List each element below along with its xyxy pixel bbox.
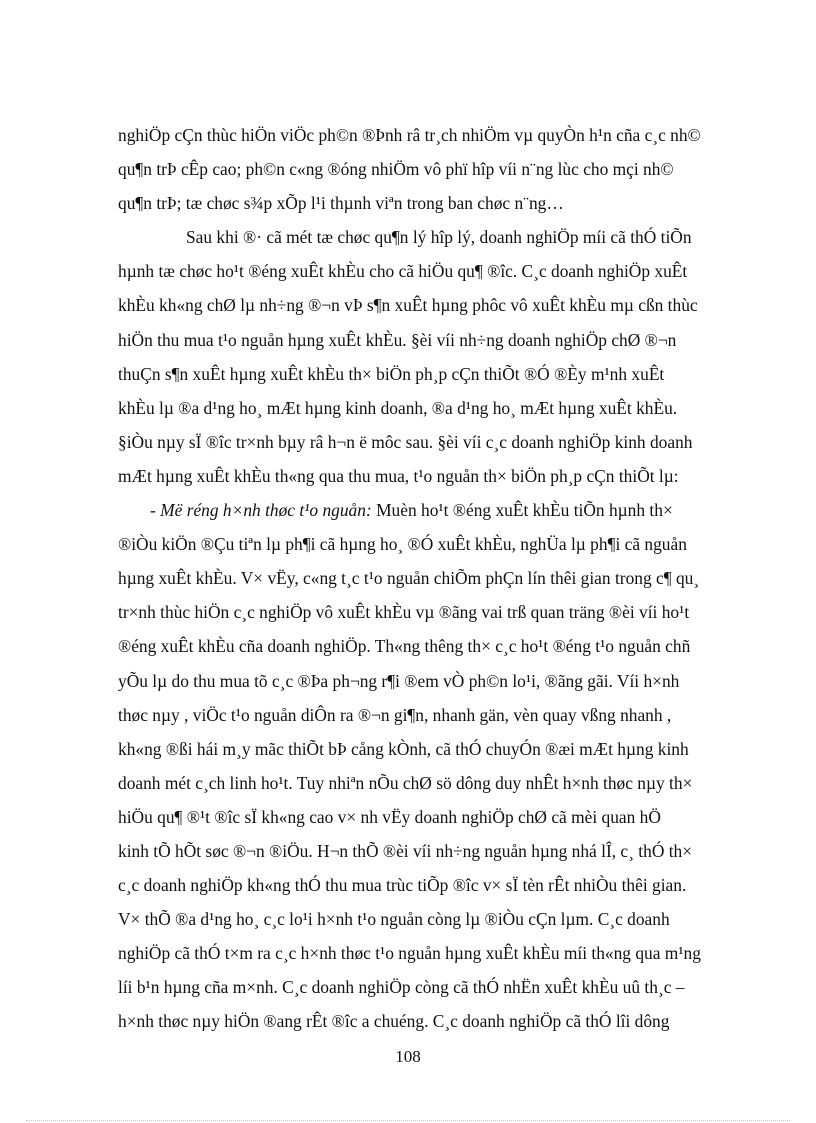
text-line: h×nh thøc nµy hiÖn ®ang rÊt ®îc a chuéng. C¸c doanh nghiÖp cã thÓ lîi dông	[118, 1011, 670, 1032]
body-text	[118, 118, 768, 1039]
text-line: ®iÒu kiÖn ®Çu tiªn lµ ph¶i cã hµng ho¸ ®Ó xuÊt khÈu, nghÜa lµ ph¶i cã nguån	[118, 534, 687, 555]
text-line: thuÇn s¶n xuÊt hµng xuÊt khÈu th× biÖn ph¸p cÇn thiÕt ®Ó ®Èy m¹nh xuÊt	[118, 363, 665, 384]
text-line: yÕu lµ do thu mua tõ c¸c ®Þa ph¬ng r¶i ®em vÒ ph©n lo¹i, ®ãng gãi. Víi h×nh	[118, 670, 680, 691]
text-line: c¸c doanh nghiÖp kh«ng thÓ thu mua trùc tiÕp ®îc v× sÏ tèn rÊt nhiÒu thêi gian.	[118, 875, 687, 896]
text-line: nghiÖp cÇn thùc hiÖn viÖc ph©n ®Þnh râ tr¸ch nhiÖm vµ quyÒn h¹n cña c¸c nh©	[118, 125, 701, 145]
text-line: hµnh tæ chøc ho¹t ®éng xuÊt khÈu cho cã hiÖu qu¶ ®îc. C¸c doanh nghiÖp xuÊt	[118, 261, 688, 282]
bullet-dash: -	[150, 500, 161, 521]
text-line: khÈu kh«ng chØ lµ nh÷ng ®¬n vÞ s¶n xuÊt hµng phôc vô xuÊt khÈu mµ cßn thùc	[118, 295, 698, 316]
text-line: khÈu lµ ®a d¹ng ho¸ mÆt hµng kinh doanh, ®a d¹ng ho¸ mÆt hµng xuÊt khÈu.	[118, 397, 678, 418]
text-line: qu¶n trÞ cÊp cao; ph©n c«ng ®óng nhiÖm vô phï hîp víi n¨ng lùc cho mçi nh©	[118, 159, 674, 180]
text-line: hµng xuÊt khÈu. V× vËy, c«ng t¸c t¹o nguån chiÕm phÇn lín thêi gian trong c¶ qu¸	[118, 568, 700, 589]
text-line-lead	[118, 493, 768, 527]
footer-divider	[26, 1120, 790, 1121]
text-line: hiÖu qu¶ ®¹t ®îc sÏ kh«ng cao v× nh vËy doanh nghiÖp chØ cã mèi quan hÖ	[118, 806, 661, 827]
text-line: ®éng xuÊt khÈu cña doanh nghiÖp. Th«ng thêng th× c¸c ho¹t ®éng t¹o nguån chñ	[118, 636, 691, 657]
text-line: mÆt hµng xuÊt khÈu th«ng qua thu mua, t¹o nguån th× biÖn ph¸p cÇn thiÕt lµ:	[118, 465, 679, 486]
text-line: kinh tÕ hÕt søc ®¬n ®iÖu. H¬n thÕ ®èi víi nh÷ng nguån hµng nhá lÎ, c¸ thÓ th×	[118, 840, 693, 861]
lead-rest: Muèn ho¹t ®éng xuÊt khÈu tiÕn hµnh th×	[371, 500, 673, 521]
text-line: hiÖn thu mua t¹o nguån hµng xuÊt khÈu. §èi víi nh÷ng doanh nghiÖp chØ ®¬n	[118, 329, 677, 350]
page-number: 108	[395, 1047, 421, 1066]
text-line: V× thÕ ®a d¹ng ho¸ c¸c lo¹i h×nh t¹o nguån còng lµ ®iÒu cÇn lµm. C¸c doanh	[118, 909, 670, 930]
text-line: qu¶n trÞ; tæ chøc s¾p xÕp l¹i thµnh viªn trong ban chøc n¨ng…	[118, 193, 564, 214]
text-line: thøc nµy , viÖc t¹o nguån diÔn ra ®¬n gi¶n, nhanh gän, vèn quay vßng nhanh ,	[118, 704, 672, 725]
text-line: nghiÖp cã thÓ t×m ra c¸c h×nh thøc t¹o nguån hµng xuÊt khÈu míi th«ng qua m¹ng	[118, 943, 701, 964]
text-line: Sau khi ®· cã mét tæ chøc qu¶n lý hîp lý, doanh nghiÖp míi cã thÓ tiÕn	[186, 227, 692, 248]
section-heading-inline: Më réng h×nh thøc t¹o nguån:	[160, 500, 372, 521]
text-line: líi b¹n hµng cña m×nh. C¸c doanh nghiÖp còng cã thÓ nhËn xuÊt khÈu uû th¸c –	[118, 977, 685, 998]
text-line: doanh mét c¸ch linh ho¹t. Tuy nhiªn nÕu chØ sö dông duy nhÊt h×nh thøc nµy th×	[118, 772, 693, 793]
text-line: tr×nh thùc hiÖn c¸c nghiÖp vô xuÊt khÈu vµ ®ãng vai trß quan träng ®èi víi ho¹t	[118, 602, 690, 623]
text-line: §iÒu nµy sÏ ®îc tr×nh bµy râ h¬n ë môc sau. §èi víi c¸c doanh nghiÖp kinh doanh	[118, 431, 693, 452]
text-line: kh«ng ®ßi hái m¸y mãc thiÕt bÞ cång kÒnh, cã thÓ chuyÓn ®æi mÆt hµng kinh	[118, 738, 689, 759]
